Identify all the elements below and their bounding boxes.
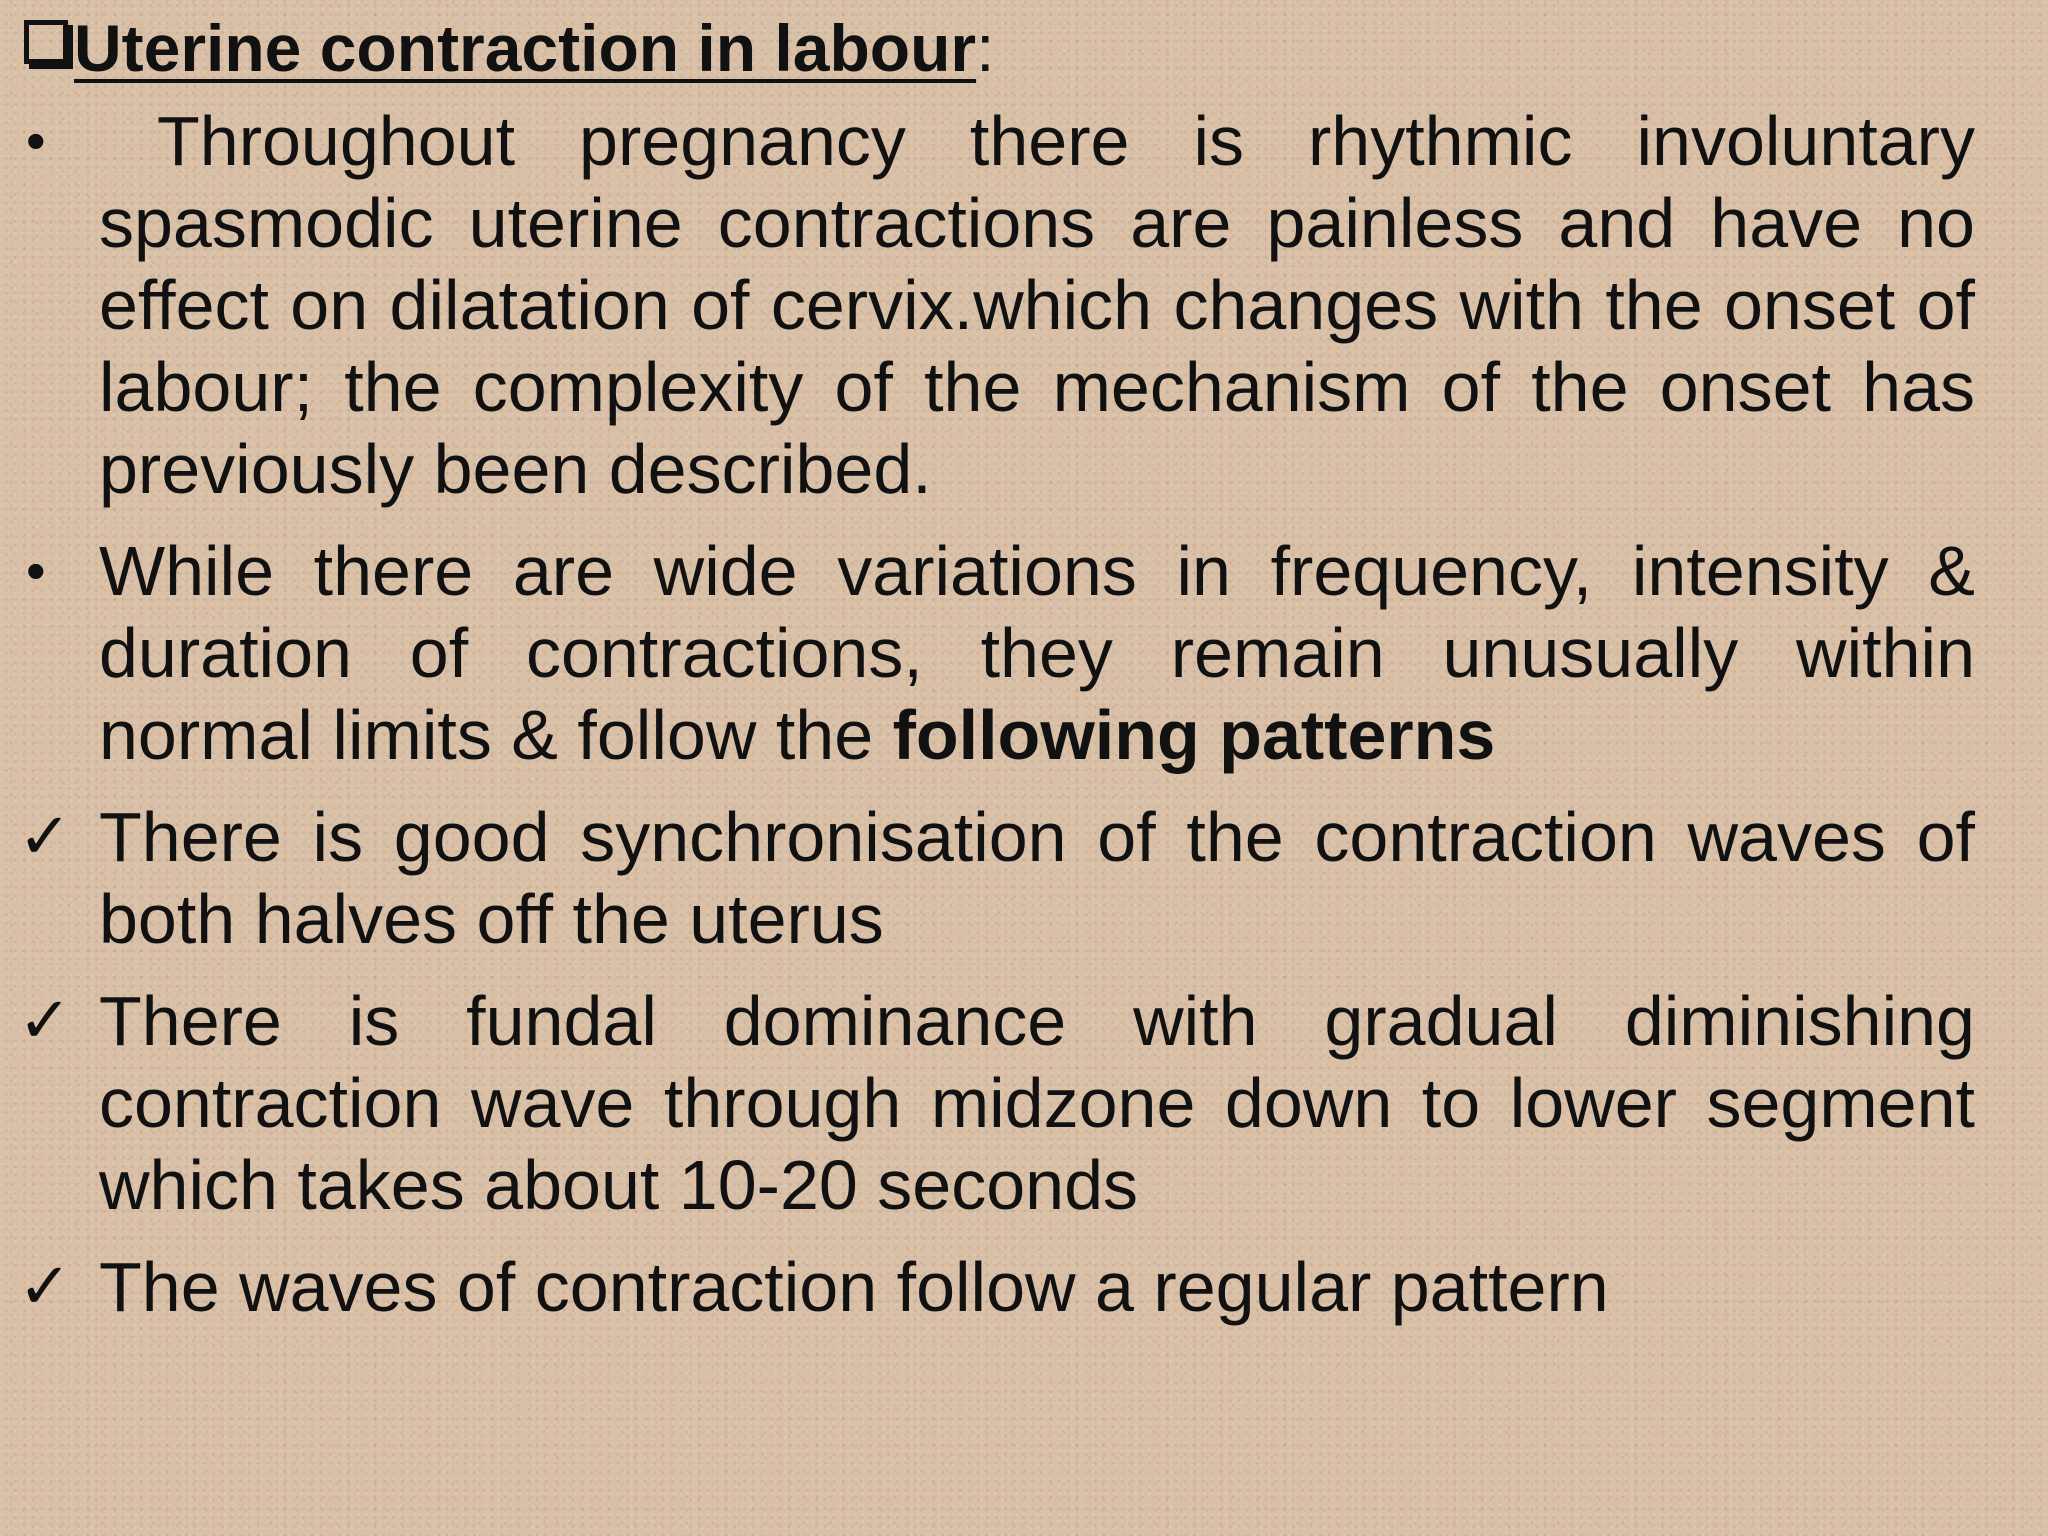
bullet-dot-icon: • [26, 109, 46, 172]
list-item-text: The waves of contraction follow a regular pattern [99, 1248, 1609, 1326]
list-item [0, 980, 1975, 1226]
list-item [0, 100, 1975, 510]
list-item-text: While there are wide variations in frequency, intensity & duration of contractions, they remain unusually within normal limits & follow the [99, 532, 1975, 774]
heading-colon: : [976, 11, 995, 85]
list-item-text: Throughout pregnancy there is rhythmic involuntary spasmodic uterine contractions are painless and have no effect on dilatation of cervix.which changes with the onset of labour; the complexity of the mechanism of the onset has previously been described. [99, 102, 1975, 508]
list-item-bold-text: following patterns [892, 696, 1496, 774]
checkmark-icon: ✓ [18, 984, 72, 1058]
list-item-text: There is fundal dominance with gradual diminishing contraction wave through midzone down to lower segment which takes about 10-20 seconds [99, 982, 1975, 1224]
list-item-text: There is good synchronisation of the contraction waves of both halves off the uterus [99, 798, 1975, 958]
bullet-dot-icon: • [26, 539, 46, 602]
hollow-square-bullet-icon [24, 20, 68, 64]
list-item [0, 1246, 1975, 1328]
list-item [0, 796, 1975, 960]
bullet-list [0, 100, 2048, 1348]
list-item [0, 530, 1975, 776]
checkmark-icon: ✓ [18, 1250, 72, 1324]
heading-title: Uterine contraction in labour [74, 11, 977, 85]
slide-heading [24, 6, 994, 90]
checkmark-icon: ✓ [18, 800, 72, 874]
